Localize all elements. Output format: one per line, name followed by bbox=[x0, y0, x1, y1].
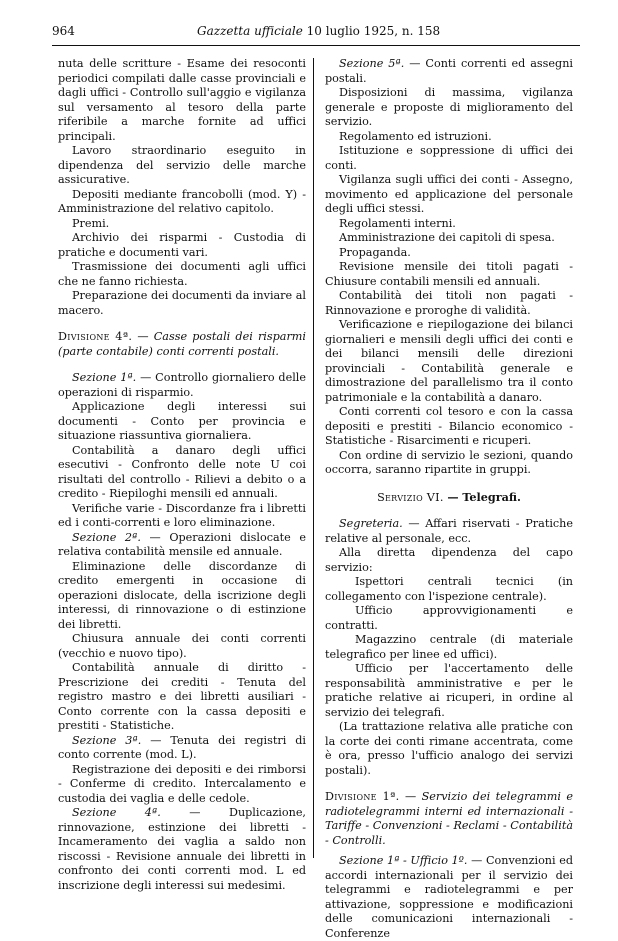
section-label: Sezione 3ª. bbox=[72, 733, 142, 747]
section-heading bbox=[58, 734, 306, 763]
paragraph: Propaganda. bbox=[339, 245, 411, 259]
paragraph: Archivio dei risparmi - Custodia di pratiche e documenti vari. bbox=[58, 231, 306, 259]
section-label: Sezione 5ª. bbox=[339, 57, 405, 70]
section-heading bbox=[58, 531, 306, 560]
paragraph: Regolamento ed istruzioni. bbox=[339, 129, 492, 143]
section-label: Sezione 1ª. bbox=[72, 371, 137, 384]
division-heading bbox=[58, 330, 306, 359]
section-text: — Tenuta dei registri di conto corrente (mod. L). bbox=[58, 733, 306, 761]
section-text: — Controllo giornaliero delle operazioni di risparmio. bbox=[58, 371, 306, 399]
section-heading bbox=[58, 806, 306, 893]
paragraph: Conti correnti col tesoro e con la cassa depositi e prestiti - Bilancio economico - Statistiche - Risarcimenti e ricuperi. bbox=[325, 405, 573, 447]
section-heading bbox=[325, 854, 573, 941]
section-label: Sezione 4ª. bbox=[72, 806, 161, 819]
division-title: — Casse postali dei risparmi (parte contabile) conti correnti postali. bbox=[58, 330, 306, 358]
header-title bbox=[197, 24, 440, 38]
section-text: — Duplicazione, rinnovazione, estinzione dei libretti - Incameramento dei vaglia a saldo non riscossi - Revisione annuale dei libretti in confronto dei conti correnti mod. L ed inscrizione degli interessi sui medesimi. bbox=[58, 806, 306, 892]
paragraph: Lavoro straordinario eseguito in dipendenza del servizio delle marche assicurative. bbox=[58, 144, 306, 186]
paragraph: Registrazione dei depositi e dei rimborsi - Conferme di credito. Intercalamento e custodia dei vaglia e delle cedole. bbox=[58, 762, 306, 805]
paragraph: Ispettori centrali tecnici (in collegamento con l'ispezione centrale). bbox=[325, 575, 573, 603]
paragraph: Amministrazione dei capitoli di spesa. bbox=[339, 231, 555, 244]
paragraph: Verificazione e riepilogazione dei bilanci giornalieri e mensili degli uffici dei conti e dei bilanci mensili delle direzioni provinciali - Contabilità generale e dimostrazione del parallelismo tra il conto patrimoniale e la contabilità a danaro. bbox=[325, 318, 573, 404]
section-label: Sezione 1ª - Ufficio 1º. bbox=[339, 854, 468, 867]
division-label: Divisione 4ª. bbox=[58, 330, 133, 343]
section-heading bbox=[58, 371, 306, 400]
paragraph: Disposizioni di massima, vigilanza generale e proposte di miglioramento del servizio. bbox=[325, 86, 573, 128]
paragraph: Istituzione e soppressione di uffici dei conti. bbox=[325, 144, 573, 172]
paragraph: Ufficio per l'accertamento delle responsabilità amministrative e per le pratiche relative ai ricuperi, in ordine al servizio dei telegrafi. bbox=[325, 662, 573, 719]
paragraph: Eliminazione delle discordanze di credito emergenti in occasione di operazioni dislocate, della iscrizione degli interessi, di rinnovazione o di estinzione dei libretti. bbox=[58, 559, 306, 631]
section-text: — Operazioni dislocate e relativa contabilità mensile ed annuale. bbox=[58, 530, 306, 558]
service-heading bbox=[325, 490, 573, 506]
header-rule bbox=[52, 45, 580, 46]
section-heading bbox=[325, 57, 573, 86]
section-text: — Convenzioni ed accordi internazionali per il servizio dei telegrammi e radiotelegrammi e per attivazione, soppressione e modificazioni delle comunicazioni internazionali - Conferenze bbox=[325, 854, 574, 940]
paragraph: Chiusura annuale dei conti correnti (vecchio e nuovo tipo). bbox=[58, 632, 306, 660]
paragraph: Revisione mensile dei titoli pagati - Chiusure contabili mensili ed annuali. bbox=[325, 260, 573, 288]
section-text: — Affari riservati - Pratiche relative al personale, ecc. bbox=[325, 517, 573, 545]
gazette-name: Gazzetta ufficiale bbox=[197, 24, 303, 38]
section-text: — Conti correnti ed assegni postali. bbox=[325, 57, 573, 85]
paragraph: Premi. bbox=[72, 216, 110, 230]
column-divider bbox=[313, 58, 314, 858]
paragraph: Magazzino centrale (di materiale telegrafico per linee ed uffici). bbox=[325, 633, 573, 661]
paragraph: Ufficio approvvigionamenti e contratti. bbox=[325, 604, 573, 632]
paragraph: Alla diretta dipendenza del capo servizio: bbox=[325, 546, 573, 574]
page-number: 964 bbox=[52, 24, 75, 38]
page-header bbox=[52, 22, 580, 44]
division-label: Divisione 1ª. bbox=[325, 790, 400, 803]
paragraph: Applicazione degli interessi sui documenti - Conto per provincia e situazione riassuntiva giornaliera. bbox=[58, 400, 306, 442]
section-label: Sezione 2ª. bbox=[72, 530, 141, 544]
paragraph: Trasmissione dei documenti agli uffici che ne fanno richiesta. bbox=[58, 260, 306, 288]
division-title: — Servizio dei telegrammi e radiotelegrammi interni ed internazionali - Tariffe - Convenzioni - Reclami - Contabilità - Controlli. bbox=[325, 790, 573, 847]
division-heading bbox=[325, 790, 573, 848]
section-heading bbox=[325, 517, 573, 546]
paragraph: Contabilità dei titoli non pagati - Rinnovazione e proroghe di validità. bbox=[325, 289, 573, 317]
right-column bbox=[325, 57, 573, 941]
paragraph: Vigilanza sugli uffici dei conti - Assegno, movimento ed applicazione del personale degli uffici stessi. bbox=[325, 173, 573, 215]
paragraph: Preparazione dei documenti da inviare al macero. bbox=[58, 289, 306, 317]
issue-date: 10 luglio 1925, n. 158 bbox=[306, 24, 441, 38]
paragraph: Contabilità annuale di diritto - Prescrizione dei crediti - Tenuta del registro mastro e dei libretti ausiliari - Conto corrente con la cassa depositi e prestiti - Statistiche. bbox=[58, 661, 306, 732]
service-title: — Telegrafi. bbox=[447, 489, 521, 504]
paragraph: Depositi mediante francobolli (mod. Y) - Amministrazione del relativo capitolo. bbox=[58, 187, 306, 215]
service-label: Servizio VI. bbox=[377, 490, 444, 504]
paragraph: Contabilità a danaro degli uffici esecutivi - Confronto delle note U coi risultati del controllo - Rilievi a debito o a credito - Riepiloghi mensili ed annuali. bbox=[58, 443, 306, 500]
paragraph: Regolamenti interni. bbox=[339, 216, 456, 230]
paragraph: (La trattazione relativa alle pratiche con la corte dei conti rimane accentrata, come è ora, presso l'ufficio analogo dei servizi postali). bbox=[325, 720, 573, 777]
left-column bbox=[58, 57, 306, 893]
paragraph: nuta delle scritture - Esame dei resoconti periodici compilati dalle casse provinciali e dagli uffici - Controllo sull'aggio e vigilanza sul versamento al tesoro della parte riferibile a marche fornite ad uffici principali. bbox=[58, 57, 306, 143]
section-label: Segreteria. bbox=[339, 517, 403, 530]
paragraph: Verifiche varie - Discordanze fra i libretti ed i conti-correnti e loro eliminazione. bbox=[58, 501, 306, 529]
paragraph: Con ordine di servizio le sezioni, quando occorra, saranno ripartite in gruppi. bbox=[325, 448, 573, 476]
